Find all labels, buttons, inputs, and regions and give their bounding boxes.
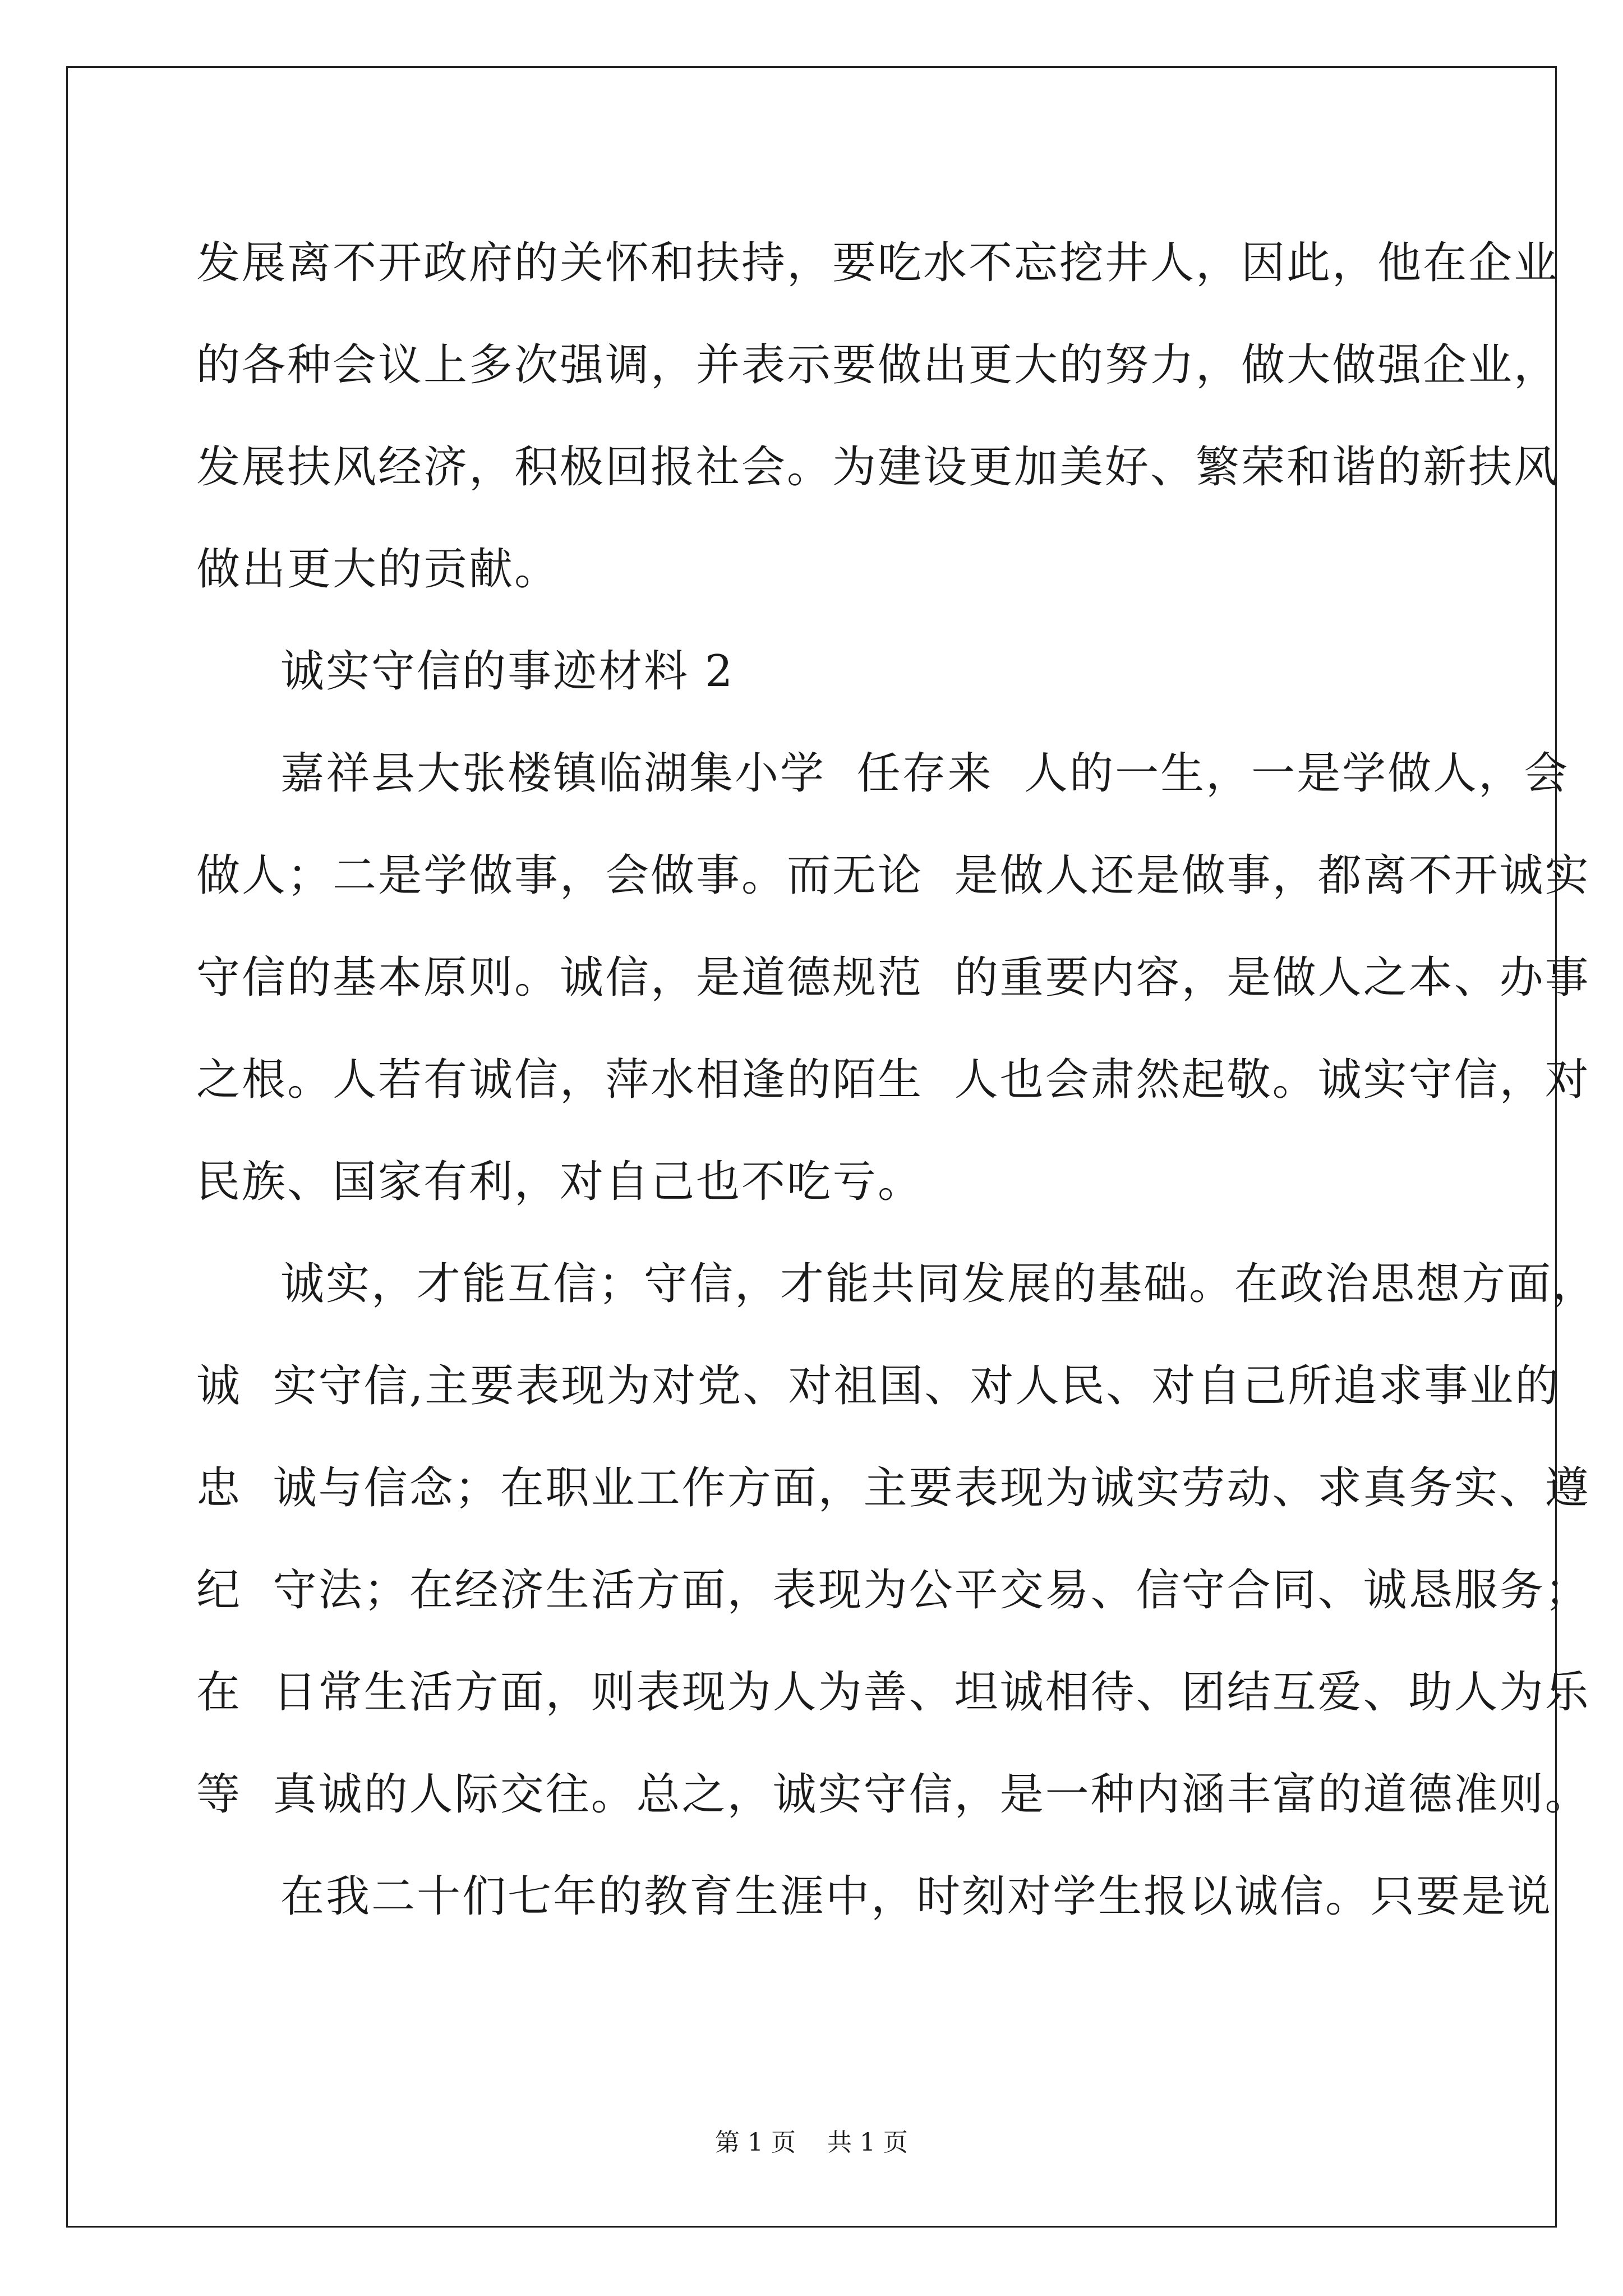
paragraph-line: 诚实，才能互信；守信，才能共同发展的基础。在政治思想方面， <box>280 1259 1598 1309</box>
page-footer: 第 1 页 共 1 页 <box>715 2128 908 2157</box>
paragraph-line: 做人；二是学做事，会做事。而无论 是做人还是做事，都离不开诚实 <box>196 850 1590 901</box>
paragraph-line: 发展扶风经济，积极回报社会。为建设更加美好、繁荣和谐的新扶风 <box>196 442 1560 493</box>
paragraph-line: 之根。人若有诚信，萍水相逢的陌生 人也会肃然起敬。诚实守信，对 <box>196 1055 1590 1105</box>
paragraph-line: 的各种会议上多次强调，并表示要做出更大的努力，做大做强企业， <box>196 340 1560 390</box>
section-title: 诚实守信的事迹材料 2 <box>280 646 735 697</box>
paragraph-line: 在我二十们七年的教育生涯中，时刻对学生报以诚信。只要是说 <box>280 1871 1553 1922</box>
paragraph-line: 等 真诚的人际交往。总之，诚实守信，是一种内涵丰富的道德准则。 <box>196 1769 1590 1820</box>
paragraph-line: 发展离不开政府的关怀和扶持，要吃水不忘挖井人，因此，他在企业 <box>196 238 1560 288</box>
document-body <box>196 212 1598 1948</box>
paragraph-line: 守信的基本原则。诚信，是道德规范 的重要内容，是做人之本、办事 <box>196 953 1590 1003</box>
paragraph-line: 纪 守法；在经济生活方面，表现为公平交易、信守合同、诚恳服务； <box>196 1565 1590 1616</box>
paragraph-line: 嘉祥县大张楼镇临湖集小学 任存来 人的一生，一是学做人，会 <box>280 748 1570 799</box>
paragraph-line: 做出更大的贡献。 <box>196 544 560 595</box>
paragraph-line: 忠 诚与信念；在职业工作方面，主要表现为诚实劳动、求真务实、遵 <box>196 1463 1590 1513</box>
paragraph-line: 在 日常生活方面，则表现为人为善、坦诚相待、团结互爱、助人为乐 <box>196 1667 1590 1718</box>
paragraph-line: 诚 实守信,主要表现为对党、对祖国、对人民、对自己所追求事业的 <box>196 1361 1561 1411</box>
paragraph-line: 民族、国家有利，对自己也不吃亏。 <box>196 1157 924 1207</box>
